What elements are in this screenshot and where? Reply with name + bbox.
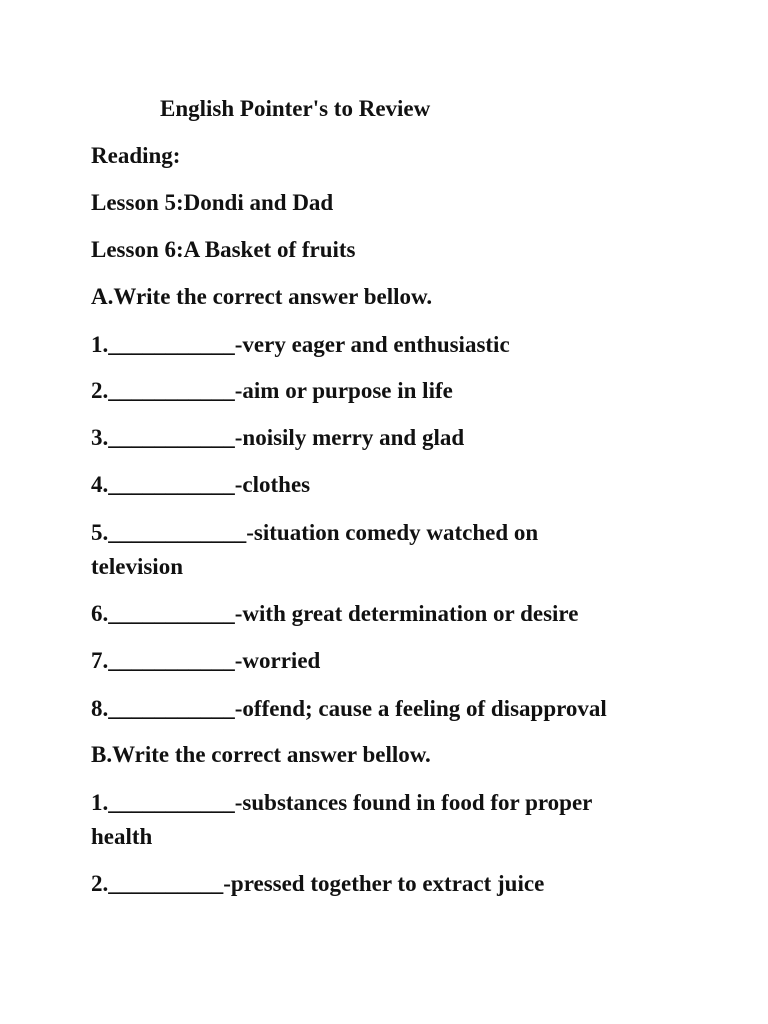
section-b-item-1-continued: health — [91, 824, 153, 849]
section-b-heading: B.Write the correct answer bellow. — [91, 742, 431, 767]
section-a-item-5-continued: television — [91, 554, 183, 579]
section-a-heading: A.Write the correct answer bellow. — [91, 284, 433, 309]
document-title: English Pointer's to Review — [160, 96, 431, 121]
section-a-item-3: 3.___________-noisily merry and glad — [91, 425, 465, 450]
section-a-item-4: 4.___________-clothes — [91, 472, 311, 497]
section-a-item-6: 6.___________-with great determination or desire — [91, 601, 579, 626]
section-a-item-1: 1.___________-very eager and enthusiastic — [91, 332, 510, 357]
section-a-item-5: 5.____________-situation comedy watched on — [91, 520, 539, 545]
section-a-item-7: 7.___________-worried — [91, 648, 321, 673]
section-b-item-1: 1.___________-substances found in food for proper — [91, 790, 593, 815]
lesson-5-title: Lesson 5:Dondi and Dad — [91, 190, 334, 215]
section-a-item-8: 8.___________-offend; cause a feeling of disapproval — [91, 696, 607, 721]
section-a-item-2: 2.___________-aim or purpose in life — [91, 378, 453, 403]
reading-label: Reading: — [91, 143, 181, 168]
section-b-item-2: 2.__________-pressed together to extract juice — [91, 871, 545, 896]
lesson-6-title: Lesson 6:A Basket of fruits — [91, 237, 356, 262]
